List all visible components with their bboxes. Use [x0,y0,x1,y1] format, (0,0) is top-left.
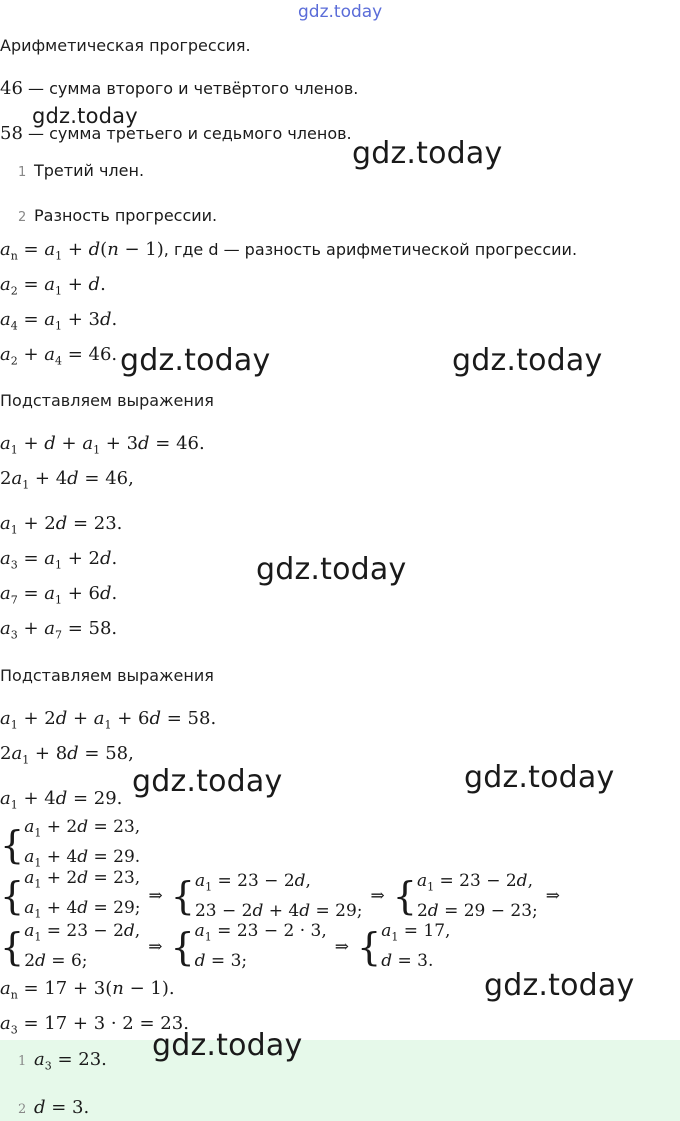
math-line: $a_1 + 2d + a_1 + 6d = 58$. [0,708,217,732]
system-1: {$a_1 + 2d = 23$, $a_1 + 4d = 29$. [0,817,141,870]
math-line: $a_3 = a_1 + 2d$. [0,548,118,572]
watermark: gdz.today [120,343,271,378]
question-1 [0,161,144,180]
watermark: gdz.today [352,136,503,171]
question-2 [0,206,217,225]
question-index: 2 [18,210,27,225]
substitute-label: Подставляем выражения [0,391,214,410]
answer-block [0,1040,680,1121]
math-line: $a_2 = a_1 + d$. [0,274,106,298]
system-3: {$a_1 = 23 - 2d$, 2d = 6;⇒ {$a_1 = 23 - 2 \cdot 3$, d = 3;⇒ {$a_1 = 17$, d = 3. [0,921,451,972]
watermark: gdz.today [256,552,407,587]
watermark: gdz.today [152,1028,303,1063]
math-line: $a_7 = a_1 + 6d$. [0,583,118,607]
system-2: {$a_1 + 2d = 23$, $a_1 + 4d$ = 29;⇒ {$a_1 = 23 - 2d$, 23 − 2d + 4d = 29;⇒ {$a_1 = 23 - 2d$, 2d = 29 − 23;⇒ [0,868,561,922]
watermark: gdz.today [452,343,603,378]
math-line: $a_1 + 2d = 23$. [0,513,123,537]
answer-index: 1 [18,1054,27,1069]
math-line: $a_3 + a_7 = 58$. [0,618,118,642]
given-number: 46 [0,78,23,99]
math-line: $a_1 + 4d = 29$. [0,788,123,812]
watermark: gdz.today [32,104,138,128]
question-text: Разность прогрессии. [34,206,218,225]
watermark: gdz.today [464,760,615,795]
site-logo[interactable]: gdz.today [298,2,383,22]
given-line-1 [0,78,358,99]
given-text: — сумма второго и четвёртого членов. [22,79,359,98]
watermark: gdz.today [484,968,635,1003]
math-line: $a_3 = 17 + 3 \cdot 2 = 23$. [0,1013,189,1037]
answer-1: 1 $a_3 = 23$. [0,1049,107,1073]
general-formula: $a_n = a_1 + d(n - 1)$, где d — разность арифметической прогрессии. [0,239,578,263]
given-text: — сумма третьего и седьмого членов. [22,124,352,143]
watermark: gdz.today [132,764,283,799]
question-text: Третий член. [34,161,145,180]
math-line: $a_1 + d + a_1 + 3d = 46$. [0,433,205,457]
heading: Арифметическая прогрессия. [0,36,251,55]
answer-index: 2 [18,1102,27,1117]
math-line: $2a_1 + 4d = 46$, [0,468,134,492]
answer-2: 2 d = 3. [0,1097,89,1118]
question-index: 1 [18,165,27,180]
math-line: $a_4 = a_1 + 3d$. [0,309,118,333]
substitute-label: Подставляем выражения [0,666,214,685]
formula-note: , где d — разность арифметической прогрессии. [163,240,578,259]
given-number: 58 [0,123,23,144]
math-line: $2a_1 + 8d = 58$, [0,743,134,767]
math-line: $a_2 + a_4 = 46$. [0,344,118,368]
math-line: $a_n = 17 + 3(n - 1)$. [0,978,175,1002]
